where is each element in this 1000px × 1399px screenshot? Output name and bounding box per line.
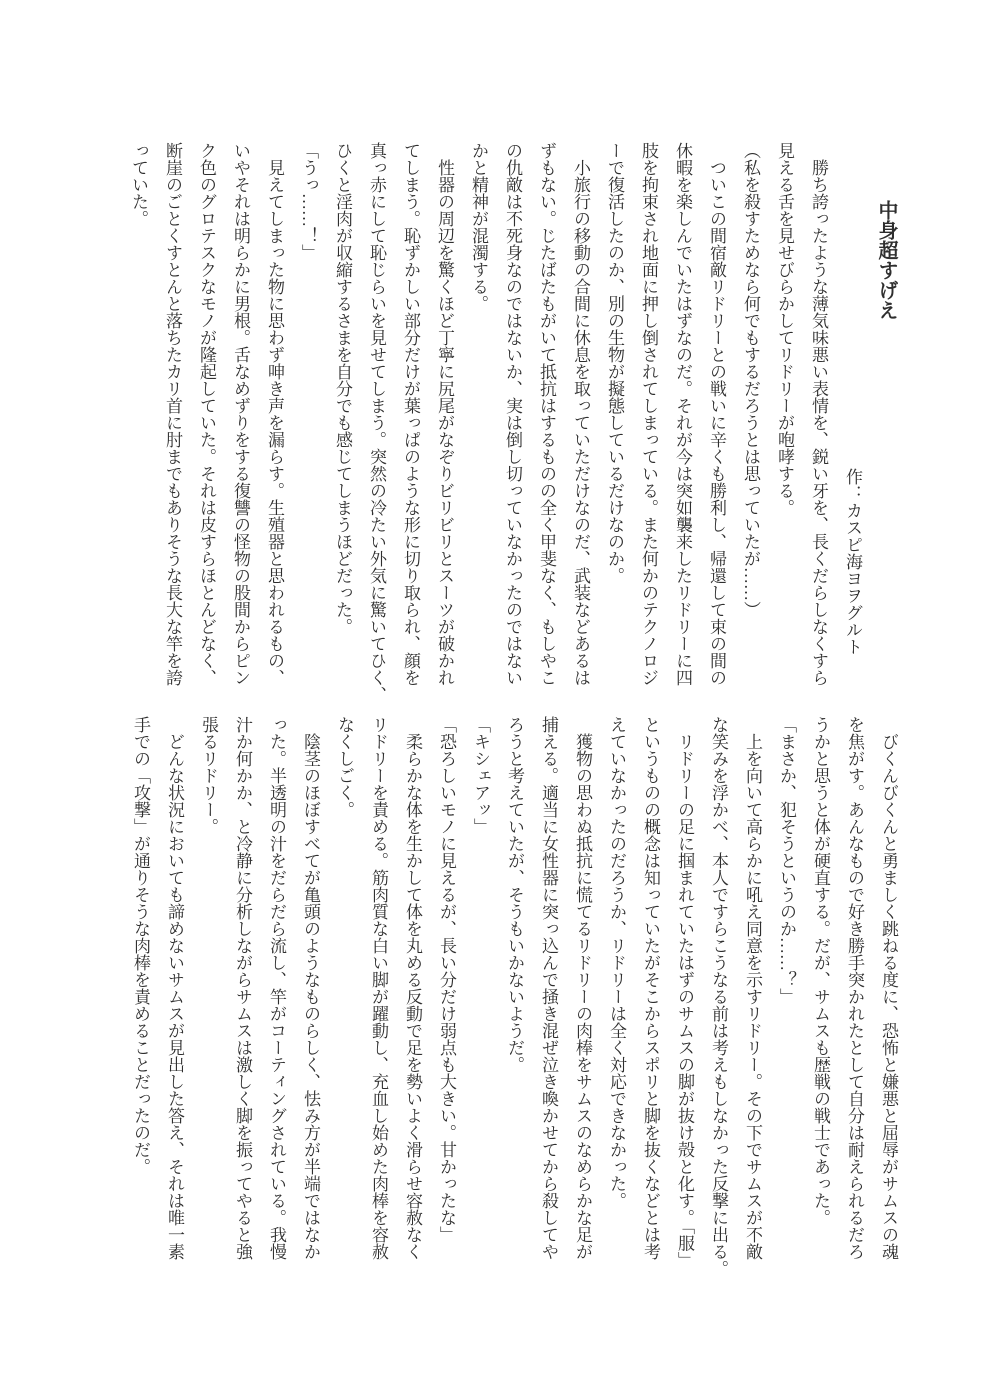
text-line: 「うっ……！」 (299, 142, 318, 261)
text-line: ろうと考えていたが、そうもいかないようだ。 (505, 716, 524, 1073)
text-line: 汁か何かか、と冷静に分析しながらサムスは激しく脚を振ってやると強 (233, 716, 252, 1260)
text-line: っていた。 (129, 142, 148, 227)
text-line: かと精神が混濁する。 (469, 142, 488, 312)
text-line: ついこの間宿敵リドリーとの戦いに辛くも勝利し、帰還して束の間の (707, 142, 726, 686)
text-line: うかと思うと体が硬直する。だが、サムスも歴戦の戦士であった。 (811, 716, 830, 1226)
text-line: 性器の周辺を驚くほど丁寧に尻尾がなぞりビリビリとスーツが破かれ (435, 142, 454, 686)
text-line: 張るリドリー。 (199, 716, 218, 835)
text-line: 手での「攻撃」が通りそうな肉棒を責めることだったのだ。 (131, 716, 150, 1175)
text-line: 上を向いて高らかに吼え同意を示すリドリー。その下でサムスが不敵 (743, 716, 762, 1260)
story-text-block-bottom (123, 716, 905, 1326)
text-line: どんな状況においても諦めないサムスが見出した答え、それは唯一素 (165, 716, 184, 1260)
text-line: った。半透明の汁をだらだら流し、竿がコーティングされている。我慢 (267, 716, 286, 1260)
text-line: 「恐ろしいモノに見えるが、長い分だけ弱点も大きい。甘かったな」 (437, 716, 456, 1243)
text-line: 小旅行の移動の合間に休息を取っていただけなのだ、武装などあるは (571, 142, 590, 686)
text-line: 柔らかな体を生かして体を丸める反動で足を勢いよく滑らせ容赦なく (403, 716, 422, 1260)
text-line: 陰茎のほぼすべてが亀頭のようなものらしく、怯み方が半端ではなか (301, 716, 320, 1260)
text-line: ク色のグロテスクなモノが隆起していた。それは皮すらほとんどなく、 (197, 142, 216, 686)
text-line: リドリーを責める。筋肉質な白い脚が躍動し、充血し始めた肉棒を容赦 (369, 716, 388, 1260)
text-line: なくしごく。 (335, 716, 354, 818)
text-line: 真っ赤にして恥じらいを見せてしまう。突然の冷たい外気に驚いてひく、 (367, 142, 386, 703)
text-line: の仇敵は不死身なのではないか、実は倒し切っていなかったのではない (503, 142, 522, 686)
text-line: 獲物の思わぬ抵抗に慌てるリドリーの肉棒をサムスのなめらかな足が (573, 716, 592, 1260)
text-line: いやそれは明らかに男根。舌なめずりをする復讐の怪物の股間からピン (231, 142, 250, 686)
text-line: 休暇を楽しんでいたはずなのだ。それが今は突如襲来したリドリーに四 (673, 142, 692, 686)
author-credit: 作：カスピ海ヨヲグルト (843, 468, 862, 655)
text-line: な笑みを浮かべ、本人ですらこうなる前は考えもしなかった反撃に出る。 (709, 716, 728, 1277)
text-line: 捕える。適当に女性器に突っ込んで掻き混ぜ泣き喚かせてから殺してや (539, 716, 558, 1260)
text-line: えていなかったのだろうか、リドリーは全く対応できなかった。 (607, 716, 626, 1209)
text-line: ーで復活したのか、別の生物が擬態しているだけなのか。 (605, 142, 624, 584)
text-line: びくんびくんと勇ましく跳ねる度に、恐怖と嫌悪と屈辱がサムスの魂 (879, 716, 898, 1260)
text-line: てしまう。恥ずかしい部分だけが葉っぱのような形に切り取られ、顔を (401, 142, 420, 686)
story-text-block-top (121, 142, 903, 752)
text-line: リドリーの足に掴まれていたはずのサムスの脚が抜け殻と化す。「服」 (675, 716, 694, 1269)
text-line: 見える舌を見せびらかしてリドリーが咆哮する。 (775, 142, 794, 516)
text-line: 見えてしまった物に思わず呻き声を漏らす。生殖器と思われるもの、 (265, 142, 284, 686)
text-line: を焦がす。あんなもので好き勝手突かれたとして自分は耐えられるだろ (845, 716, 864, 1260)
text-line: 「キシェアッ」 (471, 716, 490, 835)
text-line: ひくと淫肉が収縮するさまを自分でも感じてしまうほどだった。 (333, 142, 352, 635)
text-line: 断崖のごとくすとんと落ちたカリ首に肘までもありそうな長大な竿を誇 (163, 142, 182, 686)
text-line: というものの概念は知っていたがそこからスポリと脚を抜くなどとは考 (641, 716, 660, 1260)
text-line: 勝ち誇ったような薄気味悪い表情を、鋭い牙を、長くだらしなくすら (809, 142, 828, 686)
page-title: 中身超すげえ (875, 200, 897, 320)
text-line: 肢を拘束され地面に押し倒されてしまっている。また何かのテクノロジ (639, 142, 658, 686)
text-line: ずもない。じたばたもがいて抵抗はするものの全く甲斐なく、もしやこ (537, 142, 556, 686)
text-line: 「まさか、犯そうというのか……？」 (777, 716, 796, 1005)
text-line: （私を殺すためなら何でもするだろうとは思っていたが……） (741, 142, 760, 618)
